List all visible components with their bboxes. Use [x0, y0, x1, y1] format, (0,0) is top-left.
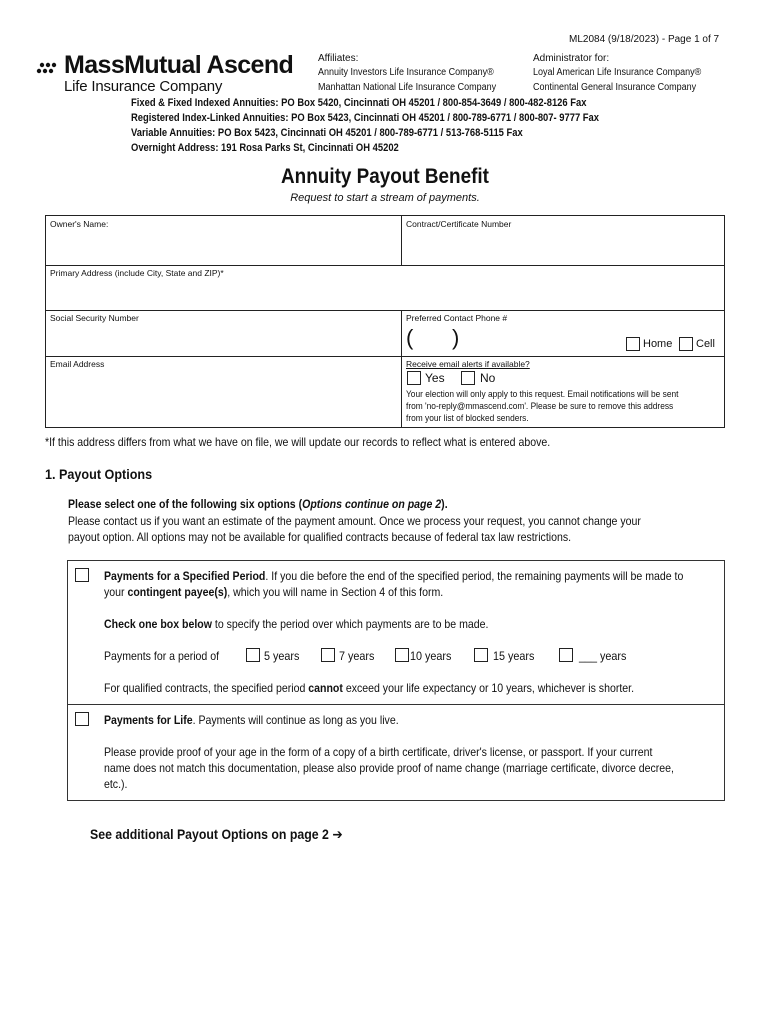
proof-line1: Please provide proof of your age in the form of a copy of a birth certificate, driver's license, or passport. If your current	[104, 745, 653, 759]
line2-lead: your	[104, 585, 128, 599]
grid-divider	[45, 310, 725, 311]
period-other-checkbox[interactable]	[559, 648, 573, 662]
period-15-checkbox[interactable]	[474, 648, 488, 662]
administrator-label: Administrator for:	[533, 53, 610, 64]
email-yes-checkbox[interactable]	[407, 371, 421, 385]
period-5-checkbox[interactable]	[246, 648, 260, 662]
specified-period-line2	[104, 585, 443, 599]
instruction-text: Please select one of the following six options (	[68, 497, 303, 511]
life-payments-title: Payments for Life	[104, 713, 193, 727]
qualified-note	[104, 681, 634, 695]
period-10-label: 10 years	[410, 649, 452, 663]
specified-period-title: Payments for a Specified Period	[104, 569, 266, 583]
proof-line2: name does not match this documentation, please also provide proof of name change (marriage certificate, divorce decree,	[104, 761, 674, 775]
instruction-page-ref: Options continue on page 2	[302, 497, 442, 511]
grid-divider	[401, 215, 402, 265]
email-yes-label: Yes	[425, 371, 445, 385]
grid-divider	[45, 265, 725, 266]
grid-divider	[401, 310, 402, 428]
additional-options-link: See additional Payout Options on page 2 ➔	[90, 826, 343, 842]
period-5-label: 5 years	[264, 649, 300, 663]
period-10-checkbox[interactable]	[395, 648, 409, 662]
email-no-checkbox[interactable]	[461, 371, 475, 385]
qualified-rest: exceed your life expectancy or 10 years, whichever is shorter.	[342, 681, 635, 695]
email-note-line1: Your election will only apply to this request. Email notifications will be sent	[406, 389, 679, 400]
primary-address-field[interactable]: Primary Address (include City, State and ZIP)*	[50, 268, 224, 278]
grid-divider	[45, 356, 725, 357]
cell-label: Cell	[696, 338, 715, 350]
administrator-2: Continental General Insurance Company	[533, 82, 697, 93]
massmutual-logo-icon	[36, 58, 60, 76]
section-1-para-line1: Please contact us if you want an estimate of the payment amount. Once we process your request, you cannot change your	[68, 514, 641, 528]
address-overnight: Overnight Address: 191 Rosa Parks St, Cincinnati OH 45202	[131, 142, 399, 154]
qualified-lead: For qualified contracts, the specified period	[104, 681, 309, 695]
period-label: Payments for a period of	[104, 649, 220, 663]
address-fixed: Fixed & Fixed Indexed Annuities: PO Box 5420, Cincinnati OH 45201 / 800-854-3649 / 800-482-8126 Fax	[131, 97, 587, 109]
contract-number-field[interactable]: Contract/Certificate Number	[406, 219, 512, 229]
phone-field[interactable]: Preferred Contact Phone #	[406, 313, 508, 323]
section-1-title: 1. Payout Options	[45, 466, 153, 482]
form-id: ML2084 (9/18/2023) - Page 1 of 7	[569, 34, 720, 45]
period-7-label: 7 years	[339, 649, 375, 663]
specified-period-line1	[104, 569, 683, 583]
section-1-para-line2: payout option. All options may not be available for qualified contracts because of federal tax law restrictions.	[68, 530, 572, 544]
phone-paren-close: )	[452, 325, 460, 350]
period-other-label: ___ years	[579, 649, 627, 663]
check-one-box-rest: to specify the period over which payments are to be made.	[211, 617, 489, 631]
specified-period-text: . If you die before the end of the specified period, the remaining payments will be made to	[265, 569, 684, 583]
period-7-checkbox[interactable]	[321, 648, 335, 662]
logo-subtitle: Life Insurance Company	[64, 78, 223, 95]
address-variable: Variable Annuities: PO Box 5423, Cincinnati OH 45201 / 800-789-6771 / 513-768-5115 Fax	[131, 127, 523, 139]
affiliates-label: Affiliates:	[318, 53, 359, 64]
address-note: *If this address differs from what we have on file, we will update our records to reflect what is entered above.	[45, 435, 551, 449]
life-payments-line	[104, 713, 399, 727]
check-one-box-bold: Check one box below	[104, 617, 212, 631]
cell-checkbox[interactable]	[679, 337, 693, 351]
page-title: Annuity Payout Benefit	[281, 165, 489, 188]
affiliate-2: Manhattan National Life Insurance Company	[318, 82, 497, 93]
section-1-instruction	[68, 497, 448, 511]
page-subtitle: Request to start a stream of payments.	[290, 192, 480, 204]
affiliate-1: Annuity Investors Life Insurance Company®	[318, 67, 494, 78]
email-no-label: No	[480, 371, 496, 385]
life-payments-text: . Payments will continue as long as you live.	[192, 713, 399, 727]
check-one-box-line	[104, 617, 488, 631]
ssn-field[interactable]: Social Security Number	[50, 313, 139, 323]
email-field[interactable]: Email Address	[50, 359, 105, 369]
email-note-line3: from your list of blocked senders.	[406, 413, 529, 424]
life-payments-checkbox[interactable]	[75, 712, 89, 726]
qualified-cannot: cannot	[308, 681, 343, 695]
home-label: Home	[643, 338, 673, 350]
owner-name-field[interactable]: Owner's Name:	[50, 219, 109, 229]
instruction-end: ).	[441, 497, 448, 511]
period-15-label: 15 years	[493, 649, 535, 663]
home-checkbox[interactable]	[626, 337, 640, 351]
administrator-1: Loyal American Life Insurance Company®	[533, 67, 702, 78]
line2-rest: , which you will name in Section 4 of this form.	[227, 585, 444, 599]
proof-line3: etc.).	[104, 777, 128, 791]
logo-wordmark: MassMutual Ascend	[64, 51, 294, 79]
email-alerts-label: Receive email alerts if available?	[406, 359, 530, 369]
email-note-line2: from 'no-reply@mmascend.com'. Please be sure to remove this address	[406, 401, 674, 412]
specified-period-checkbox[interactable]	[75, 568, 89, 582]
address-registered: Registered Index-Linked Annuities: PO Box 5423, Cincinnati OH 45201 / 800-789-6771 / 800-807- 9777 Fax	[131, 112, 600, 124]
phone-paren-open: (	[406, 325, 414, 350]
contingent-payee-text: contingent payee(s)	[127, 585, 228, 599]
